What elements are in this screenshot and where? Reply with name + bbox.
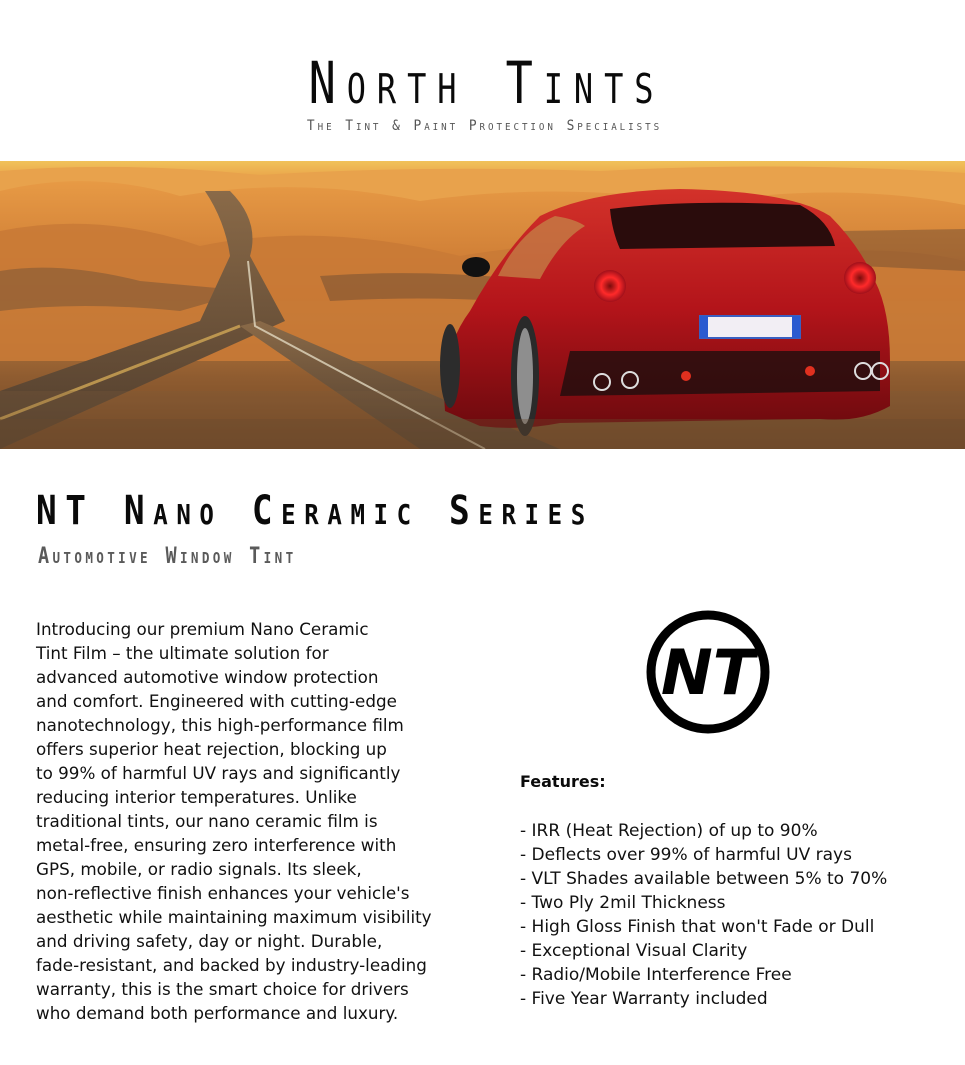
description-line: and driving safety, day or night. Durable, bbox=[36, 932, 383, 952]
description-line: Tint Film – the ultimate solution for bbox=[36, 644, 329, 664]
feature-item: - Deflects over 99% of harmful UV rays bbox=[520, 845, 852, 865]
nt-logo-icon bbox=[645, 609, 771, 735]
description-line: aesthetic while maintaining maximum visibility bbox=[36, 908, 432, 928]
brand-title: North Tints bbox=[308, 49, 665, 117]
feature-item: - IRR (Heat Rejection) of up to 90% bbox=[520, 821, 818, 841]
feature-item: - High Gloss Finish that won't Fade or Dull bbox=[520, 917, 875, 937]
description-line: fade-resistant, and backed by industry-leading bbox=[36, 956, 427, 976]
logo-text: NT bbox=[660, 636, 756, 709]
description-line: metal-free, ensuring zero interference with bbox=[36, 836, 397, 856]
description-line: GPS, mobile, or radio signals. Its sleek, bbox=[36, 860, 362, 880]
description-line: reducing interior temperatures. Unlike bbox=[36, 788, 357, 808]
feature-item: - Radio/Mobile Interference Free bbox=[520, 965, 792, 985]
description-line: offers superior heat rejection, blocking up bbox=[36, 740, 387, 760]
description-line: traditional tints, our nano ceramic film is bbox=[36, 812, 378, 832]
description-line: warranty, this is the smart choice for drivers bbox=[36, 980, 409, 1000]
feature-item: - Exceptional Visual Clarity bbox=[520, 941, 748, 961]
description-line: and comfort. Engineered with cutting-edge bbox=[36, 692, 397, 712]
description-line: advanced automotive window protection bbox=[36, 668, 379, 688]
description-line: Introducing our premium Nano Ceramic bbox=[36, 620, 369, 640]
description-line: non-reflective finish enhances your vehicle's bbox=[36, 884, 410, 904]
feature-item: - Five Year Warranty included bbox=[520, 989, 768, 1009]
brand-tagline: The Tint & Paint Protection Specialists bbox=[306, 118, 663, 134]
features-list bbox=[520, 819, 887, 1011]
feature-item: - VLT Shades available between 5% to 70% bbox=[520, 869, 888, 889]
brand-header bbox=[0, 49, 965, 134]
feature-item: - Two Ply 2mil Thickness bbox=[520, 893, 726, 913]
description-line: who demand both performance and luxury. bbox=[36, 1004, 399, 1024]
product-title: NT Nano Ceramic Series bbox=[36, 488, 594, 534]
desert-car-illustration bbox=[0, 161, 965, 449]
product-subtitle: Automotive Window Tint bbox=[38, 544, 297, 569]
features-heading: Features: bbox=[520, 772, 606, 791]
product-description bbox=[36, 618, 486, 1026]
description-line: nanotechnology, this high-performance film bbox=[36, 716, 404, 736]
description-line: to 99% of harmful UV rays and significantly bbox=[36, 764, 401, 784]
hero-banner-image bbox=[0, 161, 965, 449]
